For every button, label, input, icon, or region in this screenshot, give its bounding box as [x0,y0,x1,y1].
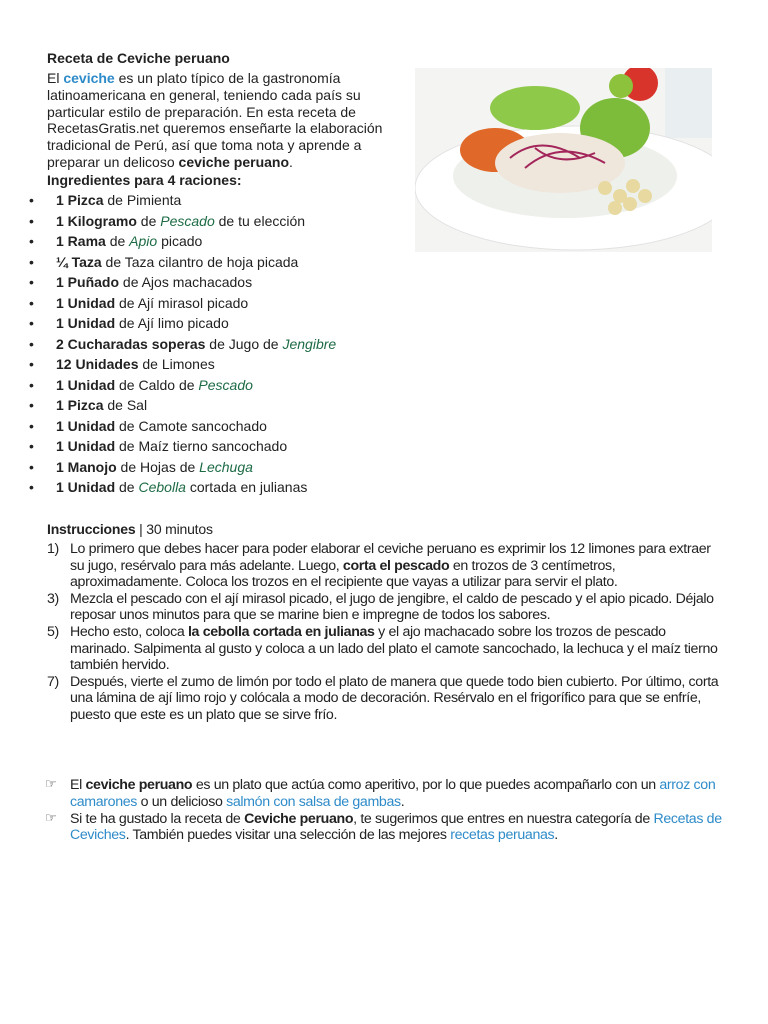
bold-text: 1 Unidad [56,294,116,311]
ingredient-item [0,416,336,437]
ingredient-link[interactable]: Pescado [160,212,215,229]
ingredient-link[interactable]: Cebolla [138,479,186,495]
bold-text: ¼ Taza [56,253,102,270]
instruction-step [47,541,727,591]
text-segment: de Pimienta [103,192,182,208]
bullet-icon: • [29,438,34,454]
text-segment: . [400,793,405,810]
pointing-hand-icon: ☞ [45,776,57,791]
text-segment: de Ajos machacados [119,274,253,290]
instruction-step [47,624,727,674]
ingredient-item [0,313,336,334]
text-segment: , te sugerimos que entres en nuestra categoría de [353,810,654,827]
text-segment: Después, vierte el zumo de limón por todo el plato de manera que quede todo bien cubierto. Por último, corta una lámina de ají limo rojo y colócala a modo de decoración. Resérvalo en el frigorífico para que se enfríe, puesto que este es un plato que se sirve frío. [70,673,719,723]
bullet-icon: • [29,192,34,208]
bold-text: 1 Unidad [56,438,116,454]
text-segment: de [136,212,161,229]
prep-time: 30 minutos [146,521,213,537]
text-segment: de Ají mirasol picado [115,294,249,311]
text-segment: de tu elección [214,212,306,229]
text-segment: de Caldo de [115,376,199,393]
bullet-icon: • [29,274,34,290]
text-segment: de [115,479,139,495]
text-segment: es un plato que actúa como aperitivo, por lo que puedes acompañarlo con un [192,777,660,793]
text-link[interactable]: arroz con camarones [70,777,716,810]
bold-text: 12 Unidades [56,356,139,372]
ingredients-heading: Ingredientes para 4 raciones: [47,172,242,188]
bold-text: 1 Puñado [56,274,120,290]
bullet-icon: • [29,458,34,475]
text-segment: de [105,233,130,249]
bold-text: 1 Unidad [56,315,116,331]
bold-text: 1 Pizca [56,397,104,413]
separator: | [135,521,147,537]
text-link[interactable]: salmón con salsa de gambas [226,793,401,810]
intro-paragraph [47,70,412,171]
ingredient-item [0,457,336,478]
text-segment: de Sal [103,397,148,413]
text-segment: Hecho esto, coloca [70,623,188,640]
instruction-step [47,591,727,624]
text-segment: . [289,153,293,170]
ingredient-item [0,252,336,273]
ingredient-item [0,211,336,232]
text-segment: Si te ha gustado la receta de [70,810,245,827]
text-segment: Mezcla el pescado con el ají mirasol picado, el jugo de jengibre, el caldo de pescado y el apio picado. Déjalo reposar unos minutos para que se marine bien e impregne de todos los sabores. [70,590,714,624]
ceviche-photo [415,68,712,252]
bullet-icon: • [29,315,34,331]
bold-text: 1 Rama [56,233,106,249]
bold-text: 2 Cucharadas soperas [56,335,206,352]
ingredient-item [0,272,336,293]
note-item [47,811,727,845]
bullet-icon: • [29,376,34,393]
text-segment: cortada en julianas [185,479,308,495]
bullet-icon: • [29,397,34,413]
bold-text: 1 Unidad [56,376,116,393]
text-segment: Lo primero que debes hacer para poder elaborar el ceviche peruano es exprimir los 12 limones para extraer su jugo, resérvalo para más adelante. Luego, [70,541,711,574]
bold-text: ceviche peruano [85,777,193,793]
bold-text: 1 Unidad [56,479,116,495]
ingredient-item [0,395,336,416]
recipe-title: Receta de Ceviche peruano [47,50,230,66]
text-segment: . [554,827,558,844]
step-number: 7) [47,673,59,690]
instructions-heading [47,521,213,537]
ingredient-item [0,375,336,396]
ingredient-item [0,231,336,252]
text-segment: de Limones [138,356,215,372]
text-segment: o un delicioso [137,793,227,810]
notes-list [47,777,727,844]
ingredient-link[interactable]: Lechuga [199,458,253,475]
text-segment: de Hojas de [116,458,200,475]
bullet-icon: • [29,335,34,352]
text-segment: . También puedes visitar una selección de las mejores [125,827,451,844]
ingredient-item [0,354,336,375]
ingredient-item [0,190,336,211]
bold-text: 1 Manojo [56,458,117,475]
text-link[interactable]: recetas peruanas [450,827,555,844]
bullet-icon: • [29,212,34,229]
bullet-icon: • [29,253,34,270]
text-segment: de Taza cilantro de hoja picada [101,253,299,270]
note-item [47,777,727,811]
text-segment: y el ajo machacado sobre los trozos de pescado marinado. Salpimenta al gusto y coloca a un lado del plato el camote sancochado, la lechuca y el maíz tierno también hervido. [70,623,718,674]
instruction-step [47,674,727,724]
text-segment: de Maíz tierno sancochado [115,438,288,454]
ingredients-list [0,190,336,498]
text-segment: El [47,70,64,86]
bold-text: 1 Unidad [56,417,116,434]
ingredient-link[interactable]: Apio [129,233,158,249]
bullet-icon: • [29,479,34,495]
ingredient-link[interactable]: Pescado [198,376,253,393]
step-number: 5) [47,623,59,640]
ingredient-link[interactable]: Jengibre [282,335,337,352]
text-link[interactable]: ceviche [63,70,115,86]
bold-text: ceviche peruano [178,153,290,170]
text-segment: de Jugo de [205,335,283,352]
bullet-icon: • [29,356,34,372]
instructions-label: Instrucciones [47,521,136,537]
ingredient-item [0,436,336,457]
text-segment: picado [157,233,203,249]
bold-text: Ceviche peruano [244,810,354,827]
ingredient-item [0,334,336,355]
text-segment: es un plato típico de la gastronomía latinoamericana en general, teniendo cada país su particular estilo de preparación. En esta receta de RecetasGratis.net queremos enseñarte la elaboración tradicional de Perú, así que toma nota y aprende a preparar un delicoso [47,70,383,170]
bold-text: 1 Pizca [56,192,104,208]
bullet-icon: • [29,233,34,249]
text-segment: El [70,777,86,793]
text-segment: de Camote sancochado [115,417,267,434]
ingredient-item [0,293,336,314]
text-segment: en trozos de 3 centímetros, aproximadamente. Coloca los trozos en el recipiente que vayas a utilizar para servir el plato. [70,557,618,591]
text-link[interactable]: Recetas de Ceviches [70,810,722,844]
step-number: 3) [47,590,59,607]
bullet-icon: • [29,294,34,311]
bullet-icon: • [29,417,34,434]
bold-text: corta el pescado [342,557,450,574]
instructions-list [47,541,727,724]
step-number: 1) [47,541,59,557]
pointing-hand-icon: ☞ [45,809,57,825]
text-segment: de Ají limo picado [115,315,229,331]
bold-text: 1 Kilogramo [56,212,137,229]
bold-text: la cebolla cortada en julianas [187,623,375,640]
ingredient-item [0,477,336,498]
